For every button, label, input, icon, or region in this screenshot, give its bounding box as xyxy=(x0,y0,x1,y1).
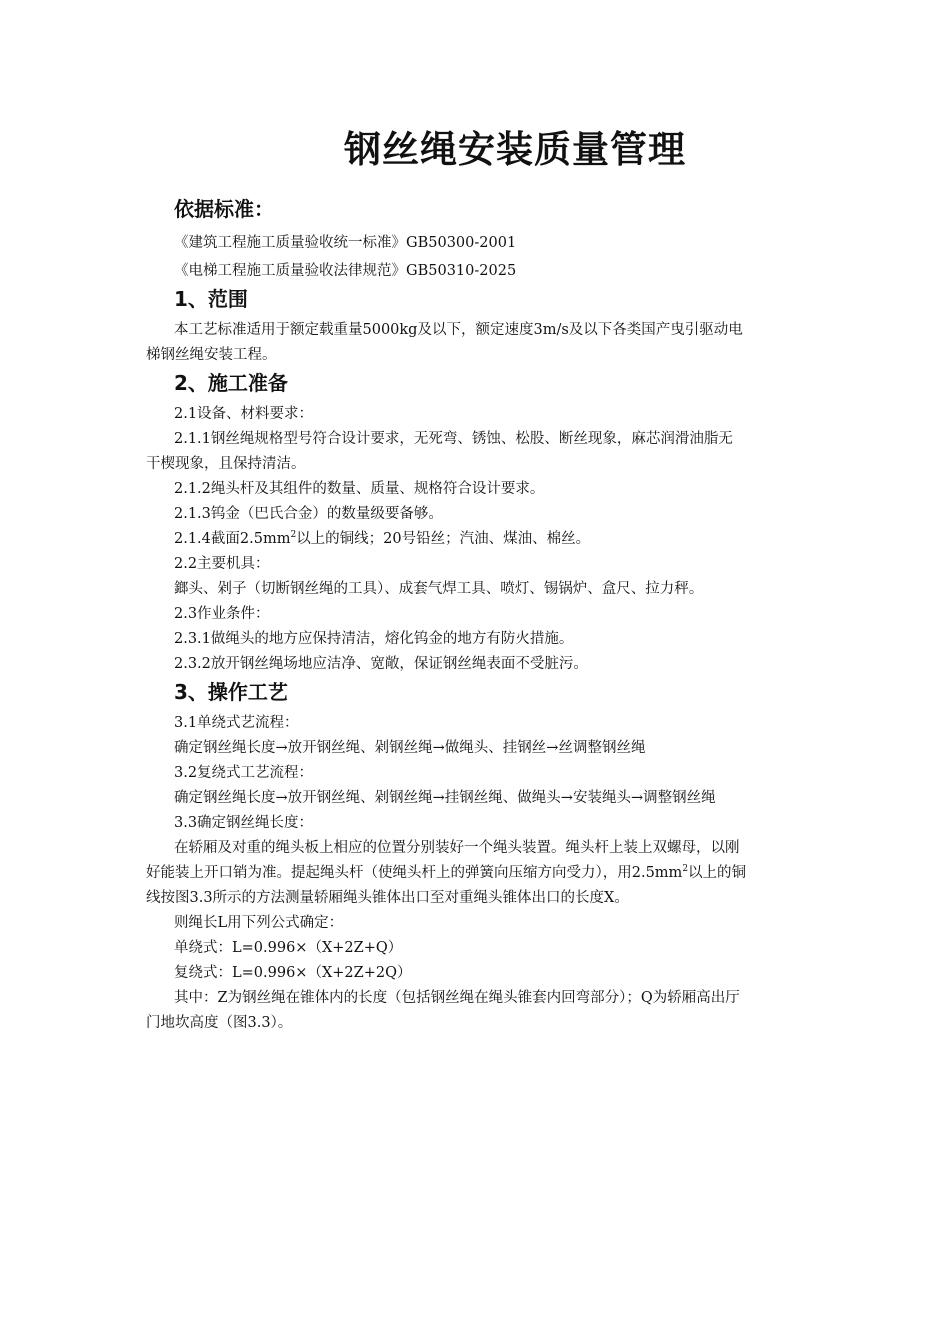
paragraph-line: 干楔现象，且保持清洁。 xyxy=(146,456,306,472)
paragraph-line: 门地坎高度（图3.3）。 xyxy=(146,1015,293,1031)
superscript: 2 xyxy=(682,864,689,875)
paragraph-line: 2.1.1钢丝绳规格型号符合设计要求，无死弯、锈蚀、松股、断丝现象，麻芯润滑油脂无 xyxy=(174,431,733,447)
section-heading-procedure: 3、操作工艺 xyxy=(174,680,288,704)
section-heading-preparation: 2、施工准备 xyxy=(174,371,288,395)
process-flow: 确定钢丝绳长度→放开钢丝绳、剁钢丝绳→做绳头、挂钢丝→丝调整钢丝绳 xyxy=(174,740,646,756)
paragraph-line: 2.1.2绳头杆及其组件的数量、质量、规格符合设计要求。 xyxy=(174,481,545,497)
standard-item: 《电梯工程施工质量验收法律规范》GB50310-2025 xyxy=(174,263,517,279)
paragraph-line: 2.1.3钨金（巴氏合金）的数量级要备够。 xyxy=(174,506,443,522)
superscript: 2 xyxy=(290,530,297,541)
paragraph-line: 在轿厢及对重的绳头板上相应的位置分别装好一个绳头装置。绳头杆上装上双螺母，以刚 xyxy=(174,840,740,856)
paragraph-line: 其中：Z为钢丝绳在锥体内的长度（包括钢丝绳在绳头锥套内回弯部分）；Q为轿厢高出厅 xyxy=(174,990,740,1006)
section-heading-scope: 1、范围 xyxy=(174,287,248,311)
basis-heading: 依据标准： xyxy=(174,197,274,221)
text-run: 好能装上开口销为准。提起绳头杆（使绳头杆上的弹簧向压缩方向受力），用2.5mm xyxy=(146,865,683,881)
text-run: 2.1.4截面2.5mm xyxy=(174,531,291,547)
formula-double: 复绕式：L=0.996×（X+2Z+2Q） xyxy=(174,965,412,981)
text-run: 以上的铜 xyxy=(688,865,747,881)
standard-item: 《建筑工程施工质量验收统一标准》GB50300-2001 xyxy=(174,235,517,251)
paragraph-line: 则绳长L用下列公式确定： xyxy=(174,915,344,931)
paragraph-line: 线按图3.3所示的方法测量轿厢绳头锥体出口至对重绳头锥体出口的长度X。 xyxy=(146,890,629,906)
subsection-label: 3.1单绕式艺流程： xyxy=(174,715,299,731)
subsection-label: 2.1设备、材料要求： xyxy=(174,406,314,422)
paragraph-line: 梯钢丝绳安装工程。 xyxy=(146,347,277,363)
subsection-label: 3.2复绕式工艺流程： xyxy=(174,765,314,781)
subsection-label: 2.2主要机具： xyxy=(174,556,270,572)
paragraph-line: 2.3.2放开钢丝绳场地应洁净、宽敞，保证钢丝绳表面不受脏污。 xyxy=(174,656,588,672)
paragraph-line xyxy=(174,529,590,549)
paragraph-line: 鎯头、剁子（切断钢丝绳的工具）、成套气焊工具、喷灯、锡锅炉、盒尺、拉力秤。 xyxy=(174,581,704,597)
text-run: 以上的铜线；20号铅丝；汽油、煤油、棉丝。 xyxy=(296,531,591,547)
paragraph-line xyxy=(146,863,746,883)
paragraph-line: 本工艺标准适用于额定载重量5000kg及以下，额定速度3m/s及以下各类国产曳引驱动电 xyxy=(174,322,743,338)
page-title: 钢丝绳安装质量管理 xyxy=(344,128,686,171)
subsection-label: 3.3确定钢丝绳长度： xyxy=(174,815,314,831)
paragraph-line: 2.3.1做绳头的地方应保持清洁，熔化钨金的地方有防火措施。 xyxy=(174,631,574,647)
formula-single: 单绕式：L=0.996×（X+2Z+Q） xyxy=(174,940,403,956)
subsection-label: 2.3作业条件： xyxy=(174,606,270,622)
process-flow: 确定钢丝绳长度→放开钢丝绳、剁钢丝绳→挂钢丝绳、做绳头→安装绳头→调整钢丝绳 xyxy=(174,790,716,806)
